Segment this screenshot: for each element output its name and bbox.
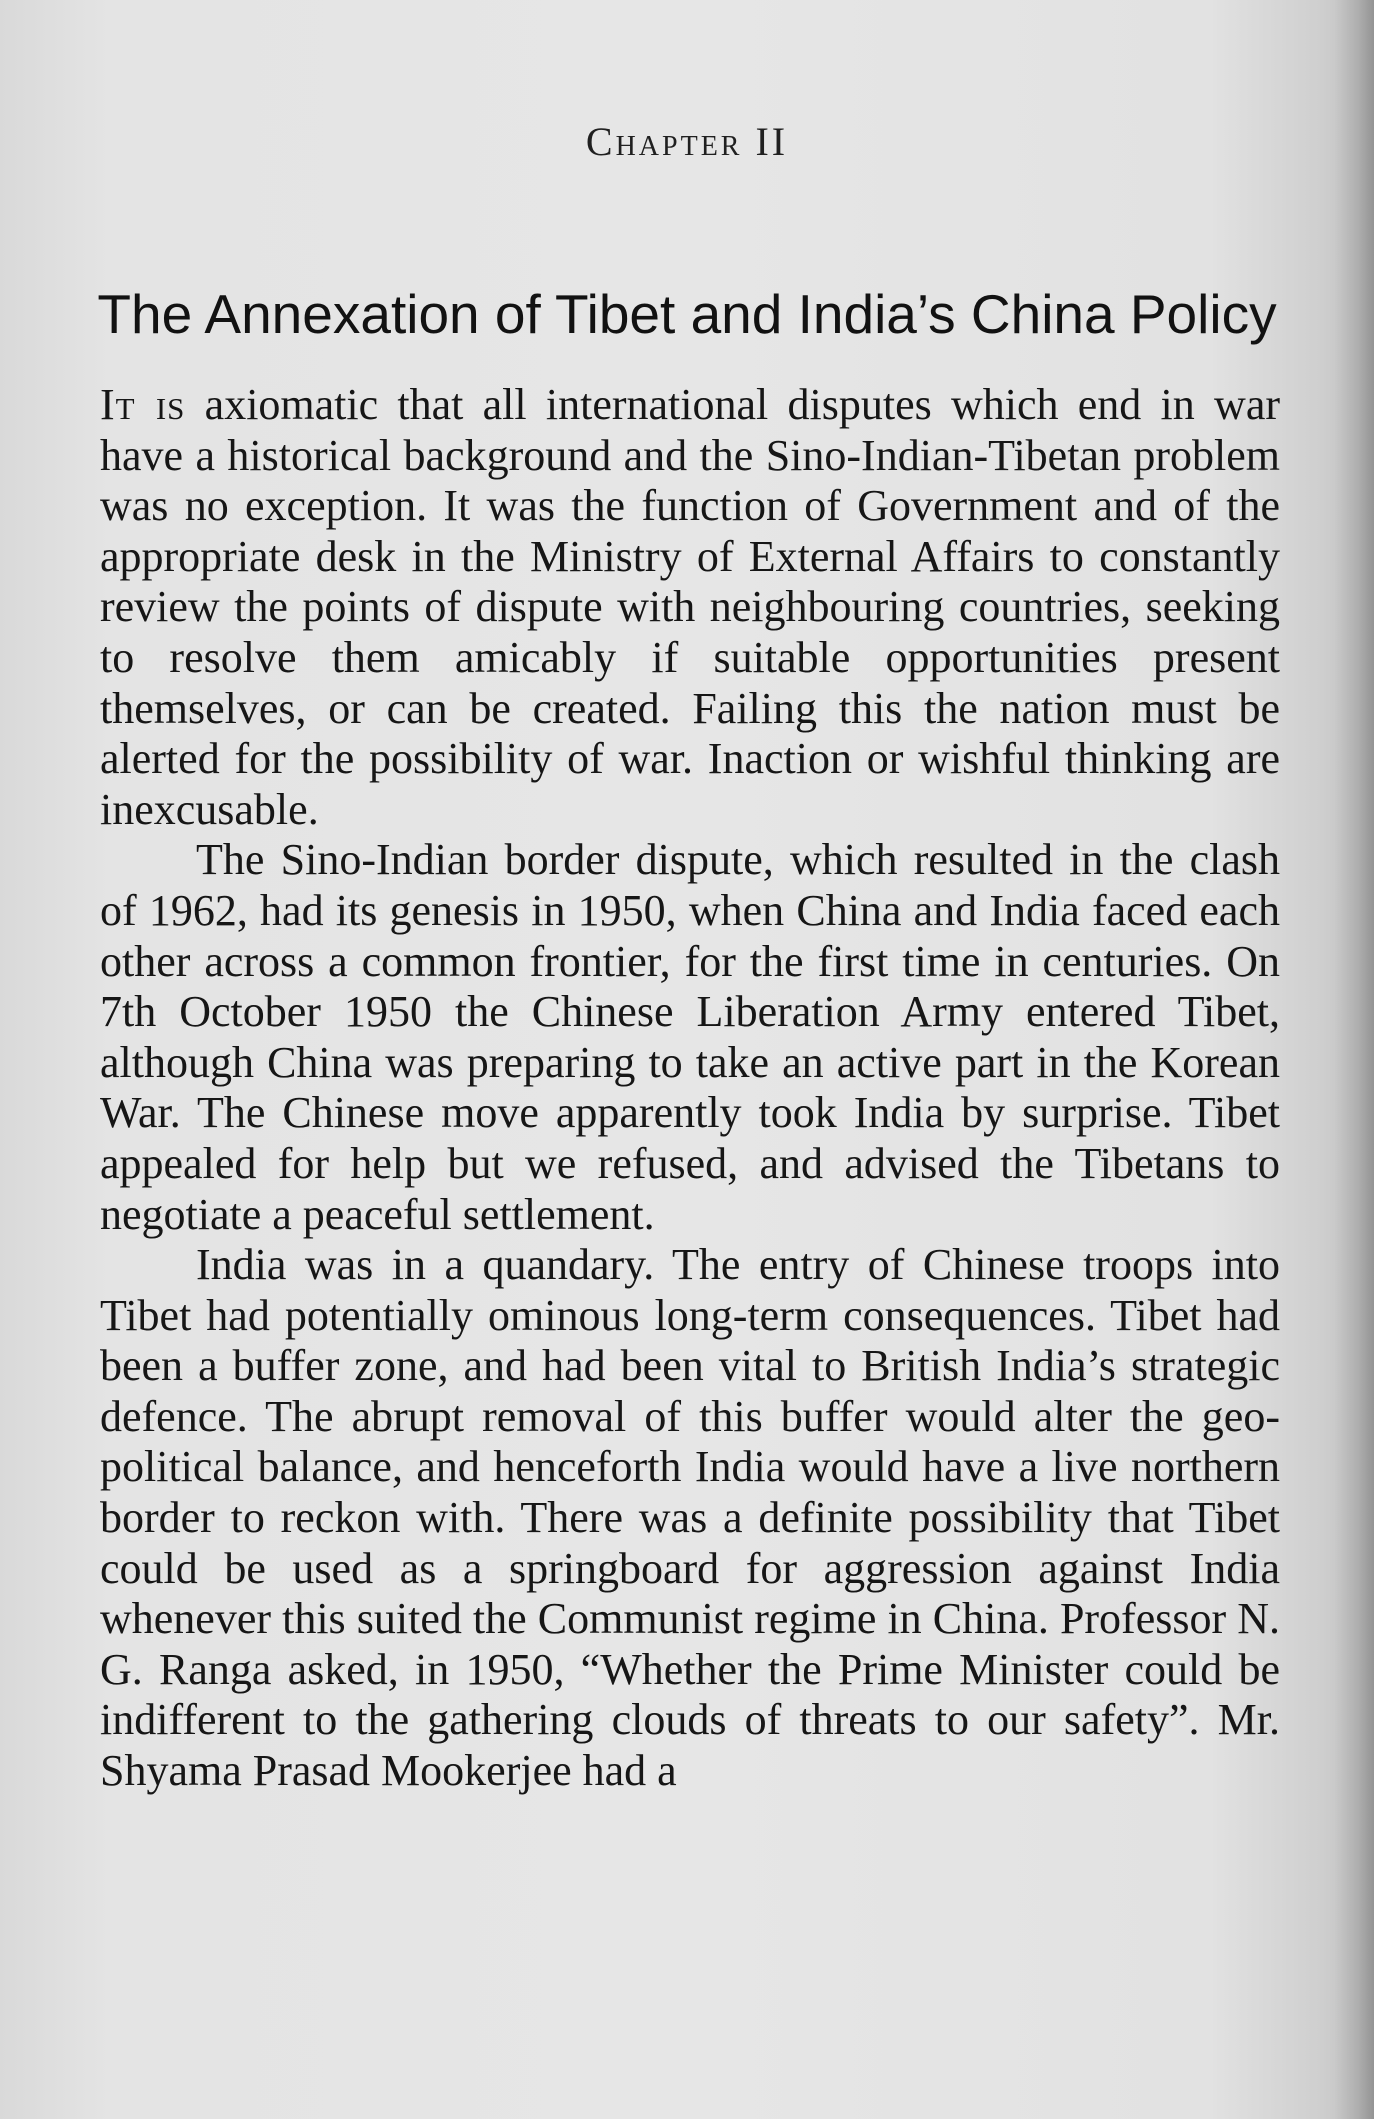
chapter-label: Chapter II [585, 119, 789, 164]
paragraph-3: India was in a quandary. The entry of Chinese troops into Tibet had potentially ominous long-term consequences. Tibet had been a buffer zone, and had been vital to British India’s strategic defence. The abrupt removal of this buffer would alter the geo-political balance, and henceforth India would have a live northern border to reckon with. There was a definite possibility that Tibet could be used as a springboard for aggression against India whenever this suited the Communist regime in China. Professor N. G. Ranga asked, in 1950, “Whether the Prime Minister could be indifferent to the gathering clouds of threats to our safety”. Mr. Shyama Prasad Mookerjee had a [100, 1240, 1280, 1796]
chapter-title: The Annexation of Tibet and India’s China Policy [97, 283, 1277, 345]
paragraph-1-text: axiomatic that all international disputes which end in war have a historical background and the Sino-Indian-Tibetan problem was no exception. It was the function of Government and of the appropriate desk in the Ministry of External Affairs to constantly review the points of dispute with neighbouring countries, seeking to resolve them amicably if suitable opportunities present themselves, or can be created. Failing this the nation must be alerted for the possibility of war. Inaction or wishful thinking are inexcusable. [100, 380, 1280, 834]
paragraph-1-lead: It is [100, 380, 186, 429]
paragraph-2: The Sino-Indian border dispute, which resulted in the clash of 1962, had its genesis in 1950, when China and India faced each other across a common frontier, for the first time in centuries. On 7th October 1950 the Chinese Liberation Army entered Tibet, although China was preparing to take an active part in the Korean War. The Chinese move apparently took India by surprise. Tibet appealed for help but we refused, and advised the Tibetans to negotiate a peaceful settlement. [100, 835, 1280, 1239]
chapter-body [100, 380, 1280, 1797]
paragraph-1 [100, 380, 1280, 835]
